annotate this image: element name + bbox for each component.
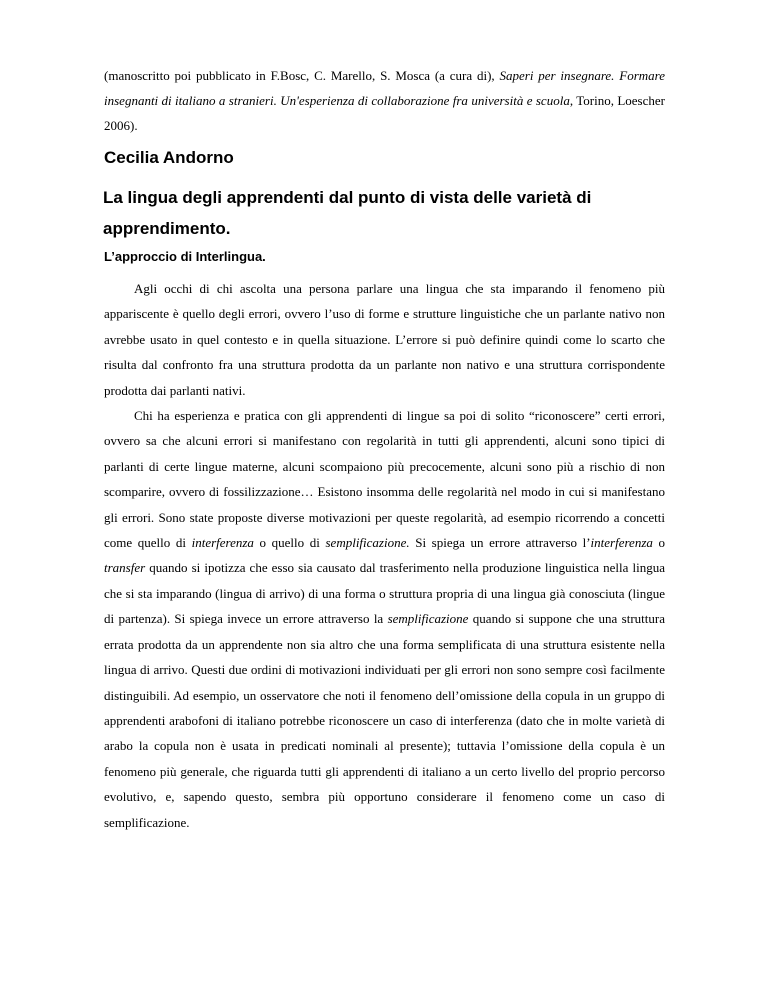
term-semplificazione: semplificazione. bbox=[325, 535, 410, 551]
paragraph-2-text: Si spiega un errore attraverso l’ bbox=[409, 535, 591, 551]
paragraph-2-text: o bbox=[652, 535, 665, 551]
publication-note-text-end: , Torino, Loescher 2006). bbox=[104, 93, 665, 133]
section-heading: L’approccio di Interlingua. bbox=[104, 249, 266, 264]
paragraph-2-text: quando si suppone che una struttura errata prodotta da un apprendente non sia altro che una forma semplificata di una struttura esistente nella lingua di arrivo. Questi due ordini di motivazioni individuati per gli errori non sono sempre così facilmente distinguibili. Ad esempio, un osservatore che noti il fenomeno dell’omissione della copula in un gruppo di apprendenti arabofoni di italiano potrebbe riconoscere un caso di interferenza (dato che in molte varietà di arabo la copula non è usata in predicati nominali al presente); tuttavia l’omissione della copula è un fenomeno più generale, che riguarda tutti gli apprendenti di italiano a un certo livello del proprio percorso evolutivo, e, sapendo questo, sembra più opportuno considerare il fenomeno come un caso di semplificazione. bbox=[104, 611, 665, 830]
paragraph-2-text: quando si ipotizza che esso sia causato dal trasferimento nella produzione linguistica nella lingua che si sta imparando (lingua di arrivo) di una forma o struttura propria di una lingua già conosciuta (lingue di partenza). Si spiega invece un errore attraverso la bbox=[104, 560, 665, 627]
publication-note bbox=[104, 63, 665, 138]
paragraph-2 bbox=[104, 403, 665, 835]
term-interferenza: interferenza bbox=[191, 535, 254, 551]
term-semplificazione: semplificazione bbox=[387, 611, 469, 627]
paragraph-2-text: o quello di bbox=[253, 535, 326, 551]
body-text bbox=[104, 276, 665, 835]
paragraph-2-text: Chi ha esperienza e pratica con gli apprendenti di lingue sa poi di solito “riconoscere” certi errori, ovvero sa che alcuni errori si manifestano con regolarità in tutti gli apprendenti, alcuni sono tipici di parlanti di certe lingue materne, alcuni scompaiono più precocemente, alcuni sono più a rischio di non scomparire, ovvero di fossilizzazione… Esistono insomma delle regolarità nel modo in cui si manifestano gli errori. Sono state proposte diverse motivazioni per queste regolarità, ad esempio ricorrendo a concetti come quello di bbox=[104, 408, 665, 551]
publication-note-text: (manoscritto poi pubblicato in F.Bosc, C. Marello, S. Mosca (a cura di), bbox=[104, 68, 500, 83]
paragraph-1: Agli occhi di chi ascolta una persona parlare una lingua che sta imparando il fenomeno più appariscente è quello degli errori, ovvero l’uso di forme e strutture linguistiche che un parlante nativo non avrebbe usato in quel contesto e in quella situazione. L’errore si può definire quindi come lo scarto che risulta dal confronto fra una struttura prodotta da un parlante non nativo e una struttura corrispondente prodotta dai parlanti nativi. bbox=[104, 281, 665, 398]
term-interferenza: interferenza bbox=[590, 535, 653, 551]
term-transfer: transfer bbox=[104, 560, 146, 576]
publication-book-title: Saperi per insegnare. Formare insegnanti di italiano a stranieri. Un'esperienza di collaborazione fra università e scuola bbox=[104, 68, 665, 108]
paper-title: La lingua degli apprendenti dal punto di vista delle varietà di apprendimento. bbox=[103, 188, 592, 238]
author-name: Cecilia Andorno bbox=[104, 148, 234, 167]
